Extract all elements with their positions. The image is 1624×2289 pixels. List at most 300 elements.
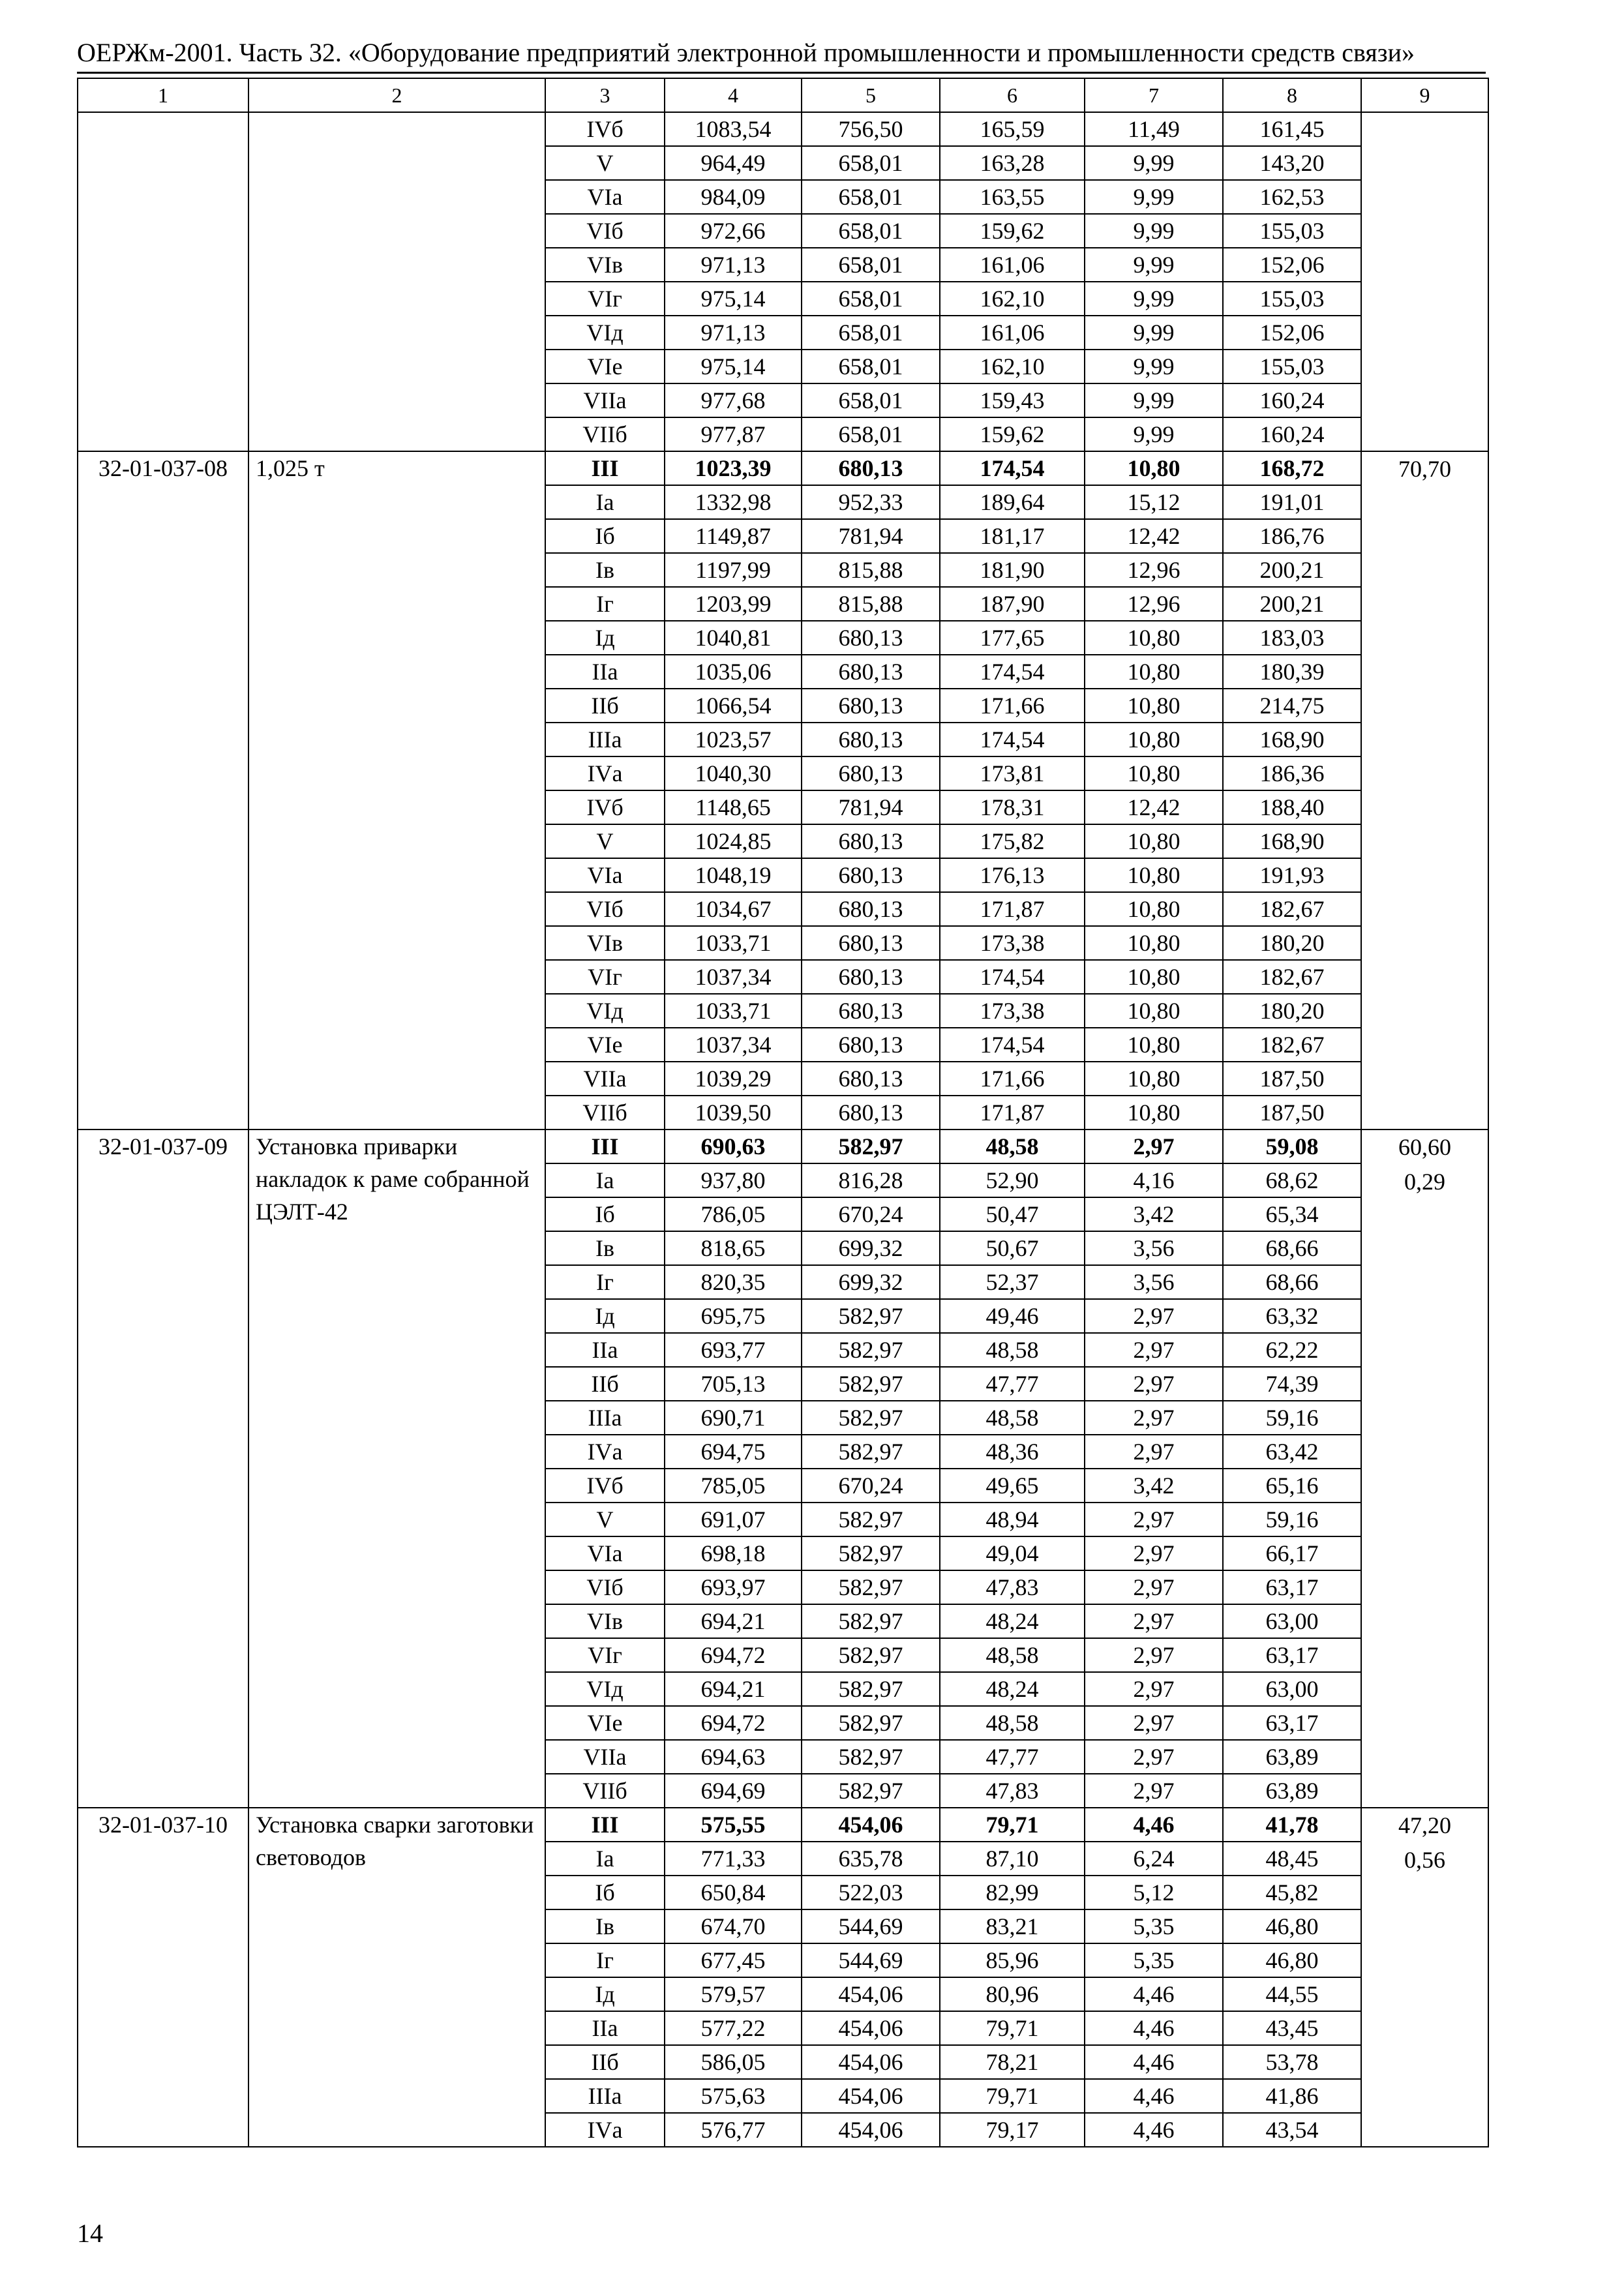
machine-labor-cost: 10,80	[1085, 451, 1223, 485]
machine-cost: 163,55	[940, 180, 1085, 214]
territory-class: IIIа	[545, 1401, 665, 1435]
machine-cost: 47,83	[940, 1774, 1085, 1808]
machine-labor-cost: 2,97	[1085, 1706, 1223, 1740]
labor-cost: 658,01	[802, 282, 940, 316]
total-cost: 586,05	[665, 2045, 802, 2079]
machine-cost: 174,54	[940, 1028, 1085, 1062]
total-cost: 674,70	[665, 1909, 802, 1943]
total-cost: 771,33	[665, 1842, 802, 1876]
machine-cost: 177,65	[940, 621, 1085, 655]
machine-cost: 47,77	[940, 1367, 1085, 1401]
labor-cost: 582,97	[802, 1706, 940, 1740]
materials-cost: 188,40	[1223, 790, 1361, 824]
total-cost: 1040,81	[665, 621, 802, 655]
machine-cost: 171,87	[940, 892, 1085, 926]
territory-class: VIе	[545, 350, 665, 383]
labor-resources	[1361, 112, 1488, 451]
total-cost: 964,49	[665, 146, 802, 180]
machine-cost: 85,96	[940, 1943, 1085, 1977]
labor-cost: 680,13	[802, 892, 940, 926]
labor-cost: 658,01	[802, 146, 940, 180]
materials-cost: 48,45	[1223, 1842, 1361, 1876]
materials-cost: 182,67	[1223, 1028, 1361, 1062]
labor-cost: 582,97	[802, 1333, 940, 1367]
territory-class: VIIб	[545, 1774, 665, 1808]
machine-labor-cost: 10,80	[1085, 1096, 1223, 1130]
machine-labor-cost: 6,24	[1085, 1842, 1223, 1876]
machine-cost: 173,38	[940, 994, 1085, 1028]
machine-cost: 47,83	[940, 1570, 1085, 1604]
total-cost: 1024,85	[665, 824, 802, 858]
machine-labor-cost: 4,46	[1085, 2113, 1223, 2147]
rate-code	[78, 112, 248, 451]
machine-labor-cost: 9,99	[1085, 180, 1223, 214]
labor-cost: 680,13	[802, 655, 940, 689]
total-cost: 1149,87	[665, 519, 802, 553]
materials-cost: 74,39	[1223, 1367, 1361, 1401]
total-cost: 977,87	[665, 417, 802, 451]
materials-cost: 59,16	[1223, 1401, 1361, 1435]
labor-resource-value: 0,29	[1404, 1169, 1445, 1195]
total-cost: 691,07	[665, 1503, 802, 1536]
machine-labor-cost: 9,99	[1085, 146, 1223, 180]
total-cost: 975,14	[665, 350, 802, 383]
machine-cost: 79,71	[940, 2079, 1085, 2113]
labor-cost: 699,32	[802, 1231, 940, 1265]
materials-cost: 168,72	[1223, 451, 1361, 485]
total-cost: 972,66	[665, 214, 802, 248]
materials-cost: 46,80	[1223, 1909, 1361, 1943]
total-cost: 677,45	[665, 1943, 802, 1977]
machine-labor-cost: 10,80	[1085, 858, 1223, 892]
machine-cost: 47,77	[940, 1740, 1085, 1774]
labor-cost: 670,24	[802, 1197, 940, 1231]
materials-cost: 180,20	[1223, 994, 1361, 1028]
labor-cost: 454,06	[802, 2011, 940, 2045]
machine-cost: 79,71	[940, 1808, 1085, 1842]
materials-cost: 162,53	[1223, 180, 1361, 214]
labor-cost: 454,06	[802, 1977, 940, 2011]
machine-cost: 48,24	[940, 1672, 1085, 1706]
territory-class: VIIб	[545, 1096, 665, 1130]
territory-class: VIIа	[545, 1740, 665, 1774]
labor-cost: 680,13	[802, 824, 940, 858]
machine-cost: 174,54	[940, 960, 1085, 994]
territory-class: VIд	[545, 994, 665, 1028]
machine-labor-cost: 2,97	[1085, 1503, 1223, 1536]
machine-labor-cost: 4,46	[1085, 2079, 1223, 2113]
labor-resource-value: 0,56	[1404, 1847, 1445, 1873]
materials-cost: 214,75	[1223, 689, 1361, 723]
machine-labor-cost: 10,80	[1085, 756, 1223, 790]
rate-name	[248, 112, 545, 451]
labor-cost: 582,97	[802, 1130, 940, 1163]
territory-class: IVа	[545, 1435, 665, 1469]
labor-cost: 454,06	[802, 2113, 940, 2147]
territory-class: IIб	[545, 689, 665, 723]
machine-cost: 79,17	[940, 2113, 1085, 2147]
machine-cost: 49,04	[940, 1536, 1085, 1570]
machine-labor-cost: 12,42	[1085, 519, 1223, 553]
territory-class: VIIа	[545, 383, 665, 417]
column-number-8: 8	[1223, 78, 1361, 112]
materials-cost: 65,16	[1223, 1469, 1361, 1503]
machine-cost: 49,46	[940, 1299, 1085, 1333]
machine-cost: 80,96	[940, 1977, 1085, 2011]
machine-labor-cost: 2,97	[1085, 1299, 1223, 1333]
materials-cost: 200,21	[1223, 587, 1361, 621]
materials-cost: 63,00	[1223, 1672, 1361, 1706]
machine-cost: 52,37	[940, 1265, 1085, 1299]
labor-cost: 658,01	[802, 214, 940, 248]
territory-class: VIа	[545, 1536, 665, 1570]
total-cost: 1066,54	[665, 689, 802, 723]
territory-class: IIб	[545, 2045, 665, 2079]
machine-labor-cost: 9,99	[1085, 383, 1223, 417]
total-cost: 694,21	[665, 1604, 802, 1638]
materials-cost: 46,80	[1223, 1943, 1361, 1977]
total-cost: 1040,30	[665, 756, 802, 790]
labor-cost: 544,69	[802, 1943, 940, 1977]
total-cost: 694,72	[665, 1638, 802, 1672]
machine-labor-cost: 2,97	[1085, 1774, 1223, 1808]
total-cost: 1023,39	[665, 451, 802, 485]
rate-code: 32-01-037-08	[78, 451, 248, 1130]
materials-cost: 63,89	[1223, 1774, 1361, 1808]
total-cost: 576,77	[665, 2113, 802, 2147]
labor-cost: 816,28	[802, 1163, 940, 1197]
machine-labor-cost: 3,56	[1085, 1231, 1223, 1265]
materials-cost: 63,42	[1223, 1435, 1361, 1469]
column-number-2: 2	[248, 78, 545, 112]
territory-class: VIд	[545, 316, 665, 350]
machine-labor-cost: 4,46	[1085, 2045, 1223, 2079]
rates-table	[77, 78, 1489, 2147]
column-number-5: 5	[802, 78, 940, 112]
territory-class: VIа	[545, 180, 665, 214]
machine-cost: 159,62	[940, 417, 1085, 451]
rate-code: 32-01-037-10	[78, 1808, 248, 2147]
machine-labor-cost: 2,97	[1085, 1130, 1223, 1163]
materials-cost: 143,20	[1223, 146, 1361, 180]
total-cost: 971,13	[665, 316, 802, 350]
labor-cost: 582,97	[802, 1740, 940, 1774]
labor-cost: 680,13	[802, 621, 940, 655]
territory-class: IVа	[545, 756, 665, 790]
machine-cost: 48,58	[940, 1706, 1085, 1740]
total-cost: 1037,34	[665, 960, 802, 994]
total-cost: 575,63	[665, 2079, 802, 2113]
machine-cost: 165,59	[940, 112, 1085, 146]
materials-cost: 63,32	[1223, 1299, 1361, 1333]
labor-cost: 635,78	[802, 1842, 940, 1876]
territory-class: IVб	[545, 1469, 665, 1503]
machine-cost: 174,54	[940, 723, 1085, 756]
total-cost: 937,80	[665, 1163, 802, 1197]
machine-labor-cost: 4,46	[1085, 1808, 1223, 1842]
labor-cost: 454,06	[802, 2079, 940, 2113]
labor-cost: 658,01	[802, 417, 940, 451]
total-cost: 820,35	[665, 1265, 802, 1299]
machine-cost: 175,82	[940, 824, 1085, 858]
labor-cost: 680,13	[802, 858, 940, 892]
labor-cost: 454,06	[802, 1808, 940, 1842]
labor-cost: 582,97	[802, 1570, 940, 1604]
materials-cost: 200,21	[1223, 553, 1361, 587]
machine-labor-cost: 2,97	[1085, 1367, 1223, 1401]
materials-cost: 180,20	[1223, 926, 1361, 960]
labor-cost: 680,13	[802, 994, 940, 1028]
territory-class: IIа	[545, 2011, 665, 2045]
total-cost: 1033,71	[665, 926, 802, 960]
territory-class: VIг	[545, 1638, 665, 1672]
labor-cost: 582,97	[802, 1401, 940, 1435]
rate-code: 32-01-037-09	[78, 1130, 248, 1808]
machine-cost: 187,90	[940, 587, 1085, 621]
column-number-9: 9	[1361, 78, 1488, 112]
total-cost: 1034,67	[665, 892, 802, 926]
territory-class: VIа	[545, 858, 665, 892]
labor-cost: 680,13	[802, 756, 940, 790]
total-cost: 694,21	[665, 1672, 802, 1706]
total-cost: 575,55	[665, 1808, 802, 1842]
materials-cost: 59,16	[1223, 1503, 1361, 1536]
table-row	[78, 1808, 1488, 1842]
materials-cost: 155,03	[1223, 214, 1361, 248]
labor-cost: 670,24	[802, 1469, 940, 1503]
labor-cost: 680,13	[802, 451, 940, 485]
machine-cost: 171,66	[940, 689, 1085, 723]
territory-class: IVа	[545, 2113, 665, 2147]
materials-cost: 63,17	[1223, 1638, 1361, 1672]
machine-labor-cost: 5,12	[1085, 1876, 1223, 1909]
territory-class: VIIб	[545, 417, 665, 451]
machine-cost: 174,54	[940, 451, 1085, 485]
machine-labor-cost: 3,42	[1085, 1197, 1223, 1231]
materials-cost: 62,22	[1223, 1333, 1361, 1367]
machine-labor-cost: 2,97	[1085, 1401, 1223, 1435]
territory-class: III	[545, 1130, 665, 1163]
materials-cost: 43,45	[1223, 2011, 1361, 2045]
machine-labor-cost: 10,80	[1085, 892, 1223, 926]
machine-cost: 178,31	[940, 790, 1085, 824]
labor-cost: 680,13	[802, 689, 940, 723]
labor-resource-value: 70,70	[1398, 456, 1451, 482]
materials-cost: 65,34	[1223, 1197, 1361, 1231]
territory-class: IVб	[545, 112, 665, 146]
machine-cost: 161,06	[940, 248, 1085, 282]
column-number-3: 3	[545, 78, 665, 112]
machine-cost: 171,87	[940, 1096, 1085, 1130]
machine-cost: 82,99	[940, 1876, 1085, 1909]
territory-class: VIе	[545, 1028, 665, 1062]
materials-cost: 68,66	[1223, 1231, 1361, 1265]
machine-labor-cost: 9,99	[1085, 316, 1223, 350]
territory-class: Iд	[545, 1977, 665, 2011]
territory-class: III	[545, 1808, 665, 1842]
total-cost: 1035,06	[665, 655, 802, 689]
machine-labor-cost: 12,96	[1085, 553, 1223, 587]
labor-cost: 582,97	[802, 1638, 940, 1672]
total-cost: 1083,54	[665, 112, 802, 146]
machine-labor-cost: 2,97	[1085, 1638, 1223, 1672]
machine-cost: 159,43	[940, 383, 1085, 417]
table-body	[78, 78, 1488, 2147]
materials-cost: 155,03	[1223, 350, 1361, 383]
labor-resource-value: 60,60	[1398, 1134, 1451, 1160]
total-cost: 975,14	[665, 282, 802, 316]
machine-cost: 162,10	[940, 350, 1085, 383]
machine-cost: 49,65	[940, 1469, 1085, 1503]
territory-class: Iв	[545, 553, 665, 587]
machine-cost: 78,21	[940, 2045, 1085, 2079]
territory-class: Iб	[545, 519, 665, 553]
machine-cost: 50,47	[940, 1197, 1085, 1231]
total-cost: 1332,98	[665, 485, 802, 519]
materials-cost: 152,06	[1223, 248, 1361, 282]
column-number-1: 1	[78, 78, 248, 112]
territory-class: Iд	[545, 621, 665, 655]
machine-labor-cost: 10,80	[1085, 994, 1223, 1028]
labor-cost: 815,88	[802, 587, 940, 621]
machine-labor-cost: 9,99	[1085, 248, 1223, 282]
materials-cost: 183,03	[1223, 621, 1361, 655]
machine-cost: 163,28	[940, 146, 1085, 180]
machine-labor-cost: 10,80	[1085, 621, 1223, 655]
labor-cost: 582,97	[802, 1536, 940, 1570]
labor-cost: 680,13	[802, 1028, 940, 1062]
materials-cost: 63,00	[1223, 1604, 1361, 1638]
rate-name: 1,025 т	[248, 451, 545, 1130]
territory-class: Iб	[545, 1197, 665, 1231]
territory-class: VIб	[545, 892, 665, 926]
materials-cost: 59,08	[1223, 1130, 1361, 1163]
total-cost: 1039,50	[665, 1096, 802, 1130]
machine-labor-cost: 9,99	[1085, 417, 1223, 451]
labor-cost: 658,01	[802, 350, 940, 383]
materials-cost: 63,17	[1223, 1706, 1361, 1740]
labor-cost: 454,06	[802, 2045, 940, 2079]
territory-class: Iа	[545, 485, 665, 519]
labor-cost: 582,97	[802, 1503, 940, 1536]
machine-cost: 48,58	[940, 1130, 1085, 1163]
rate-name: Установка сварки заготовки световодов	[248, 1808, 545, 2147]
territory-class: Iг	[545, 1943, 665, 1977]
machine-labor-cost: 2,97	[1085, 1333, 1223, 1367]
total-cost: 694,63	[665, 1740, 802, 1774]
machine-cost: 48,36	[940, 1435, 1085, 1469]
labor-cost: 680,13	[802, 926, 940, 960]
total-cost: 694,69	[665, 1774, 802, 1808]
total-cost: 693,97	[665, 1570, 802, 1604]
machine-cost: 50,67	[940, 1231, 1085, 1265]
materials-cost: 152,06	[1223, 316, 1361, 350]
machine-labor-cost: 4,46	[1085, 2011, 1223, 2045]
total-cost: 690,71	[665, 1401, 802, 1435]
machine-labor-cost: 3,42	[1085, 1469, 1223, 1503]
header-rule	[77, 72, 1486, 74]
total-cost: 694,75	[665, 1435, 802, 1469]
materials-cost: 160,24	[1223, 383, 1361, 417]
territory-class: VIв	[545, 248, 665, 282]
territory-class: Iа	[545, 1842, 665, 1876]
territory-class: VIб	[545, 214, 665, 248]
territory-class: Iв	[545, 1909, 665, 1943]
materials-cost: 68,62	[1223, 1163, 1361, 1197]
total-cost: 1048,19	[665, 858, 802, 892]
labor-cost: 582,97	[802, 1435, 940, 1469]
labor-cost: 658,01	[802, 316, 940, 350]
total-cost: 705,13	[665, 1367, 802, 1401]
machine-labor-cost: 3,56	[1085, 1265, 1223, 1299]
total-cost: 694,72	[665, 1706, 802, 1740]
total-cost: 650,84	[665, 1876, 802, 1909]
machine-labor-cost: 10,80	[1085, 723, 1223, 756]
total-cost: 1148,65	[665, 790, 802, 824]
territory-class: IIб	[545, 1367, 665, 1401]
machine-cost: 48,94	[940, 1503, 1085, 1536]
machine-cost: 52,90	[940, 1163, 1085, 1197]
territory-class: IVб	[545, 790, 665, 824]
territory-class: IIа	[545, 1333, 665, 1367]
machine-cost: 48,58	[940, 1638, 1085, 1672]
machine-labor-cost: 12,42	[1085, 790, 1223, 824]
territory-class: VIе	[545, 1706, 665, 1740]
machine-labor-cost: 5,35	[1085, 1909, 1223, 1943]
labor-cost: 680,13	[802, 1096, 940, 1130]
machine-cost: 48,58	[940, 1401, 1085, 1435]
labor-cost: 658,01	[802, 383, 940, 417]
rate-name: Установка приварки накладок к раме собранной ЦЭЛТ-42	[248, 1130, 545, 1808]
labor-resources	[1361, 1130, 1488, 1808]
machine-labor-cost: 10,80	[1085, 1028, 1223, 1062]
materials-cost: 182,67	[1223, 892, 1361, 926]
total-cost: 818,65	[665, 1231, 802, 1265]
materials-cost: 63,17	[1223, 1570, 1361, 1604]
machine-labor-cost: 2,97	[1085, 1604, 1223, 1638]
materials-cost: 68,66	[1223, 1265, 1361, 1299]
territory-class: VIб	[545, 1570, 665, 1604]
machine-labor-cost: 10,80	[1085, 689, 1223, 723]
machine-cost: 162,10	[940, 282, 1085, 316]
total-cost: 698,18	[665, 1536, 802, 1570]
machine-labor-cost: 12,96	[1085, 587, 1223, 621]
machine-cost: 79,71	[940, 2011, 1085, 2045]
materials-cost: 187,50	[1223, 1062, 1361, 1096]
labor-cost: 680,13	[802, 1062, 940, 1096]
machine-cost: 173,38	[940, 926, 1085, 960]
page-header: ОЕРЖм-2001. Часть 32. «Оборудование предприятий электронной промышленности и промышленности средств связи»	[77, 38, 1415, 67]
machine-labor-cost: 4,16	[1085, 1163, 1223, 1197]
territory-class: Iд	[545, 1299, 665, 1333]
materials-cost: 191,93	[1223, 858, 1361, 892]
labor-cost: 699,32	[802, 1265, 940, 1299]
total-cost: 984,09	[665, 180, 802, 214]
table-row	[78, 451, 1488, 485]
labor-cost: 658,01	[802, 248, 940, 282]
total-cost: 785,05	[665, 1469, 802, 1503]
machine-labor-cost: 2,97	[1085, 1536, 1223, 1570]
column-number-4: 4	[665, 78, 802, 112]
labor-cost: 658,01	[802, 180, 940, 214]
labor-cost: 815,88	[802, 553, 940, 587]
total-cost: 577,22	[665, 2011, 802, 2045]
materials-cost: 168,90	[1223, 723, 1361, 756]
machine-labor-cost: 2,97	[1085, 1740, 1223, 1774]
total-cost: 695,75	[665, 1299, 802, 1333]
materials-cost: 186,36	[1223, 756, 1361, 790]
machine-cost: 174,54	[940, 655, 1085, 689]
